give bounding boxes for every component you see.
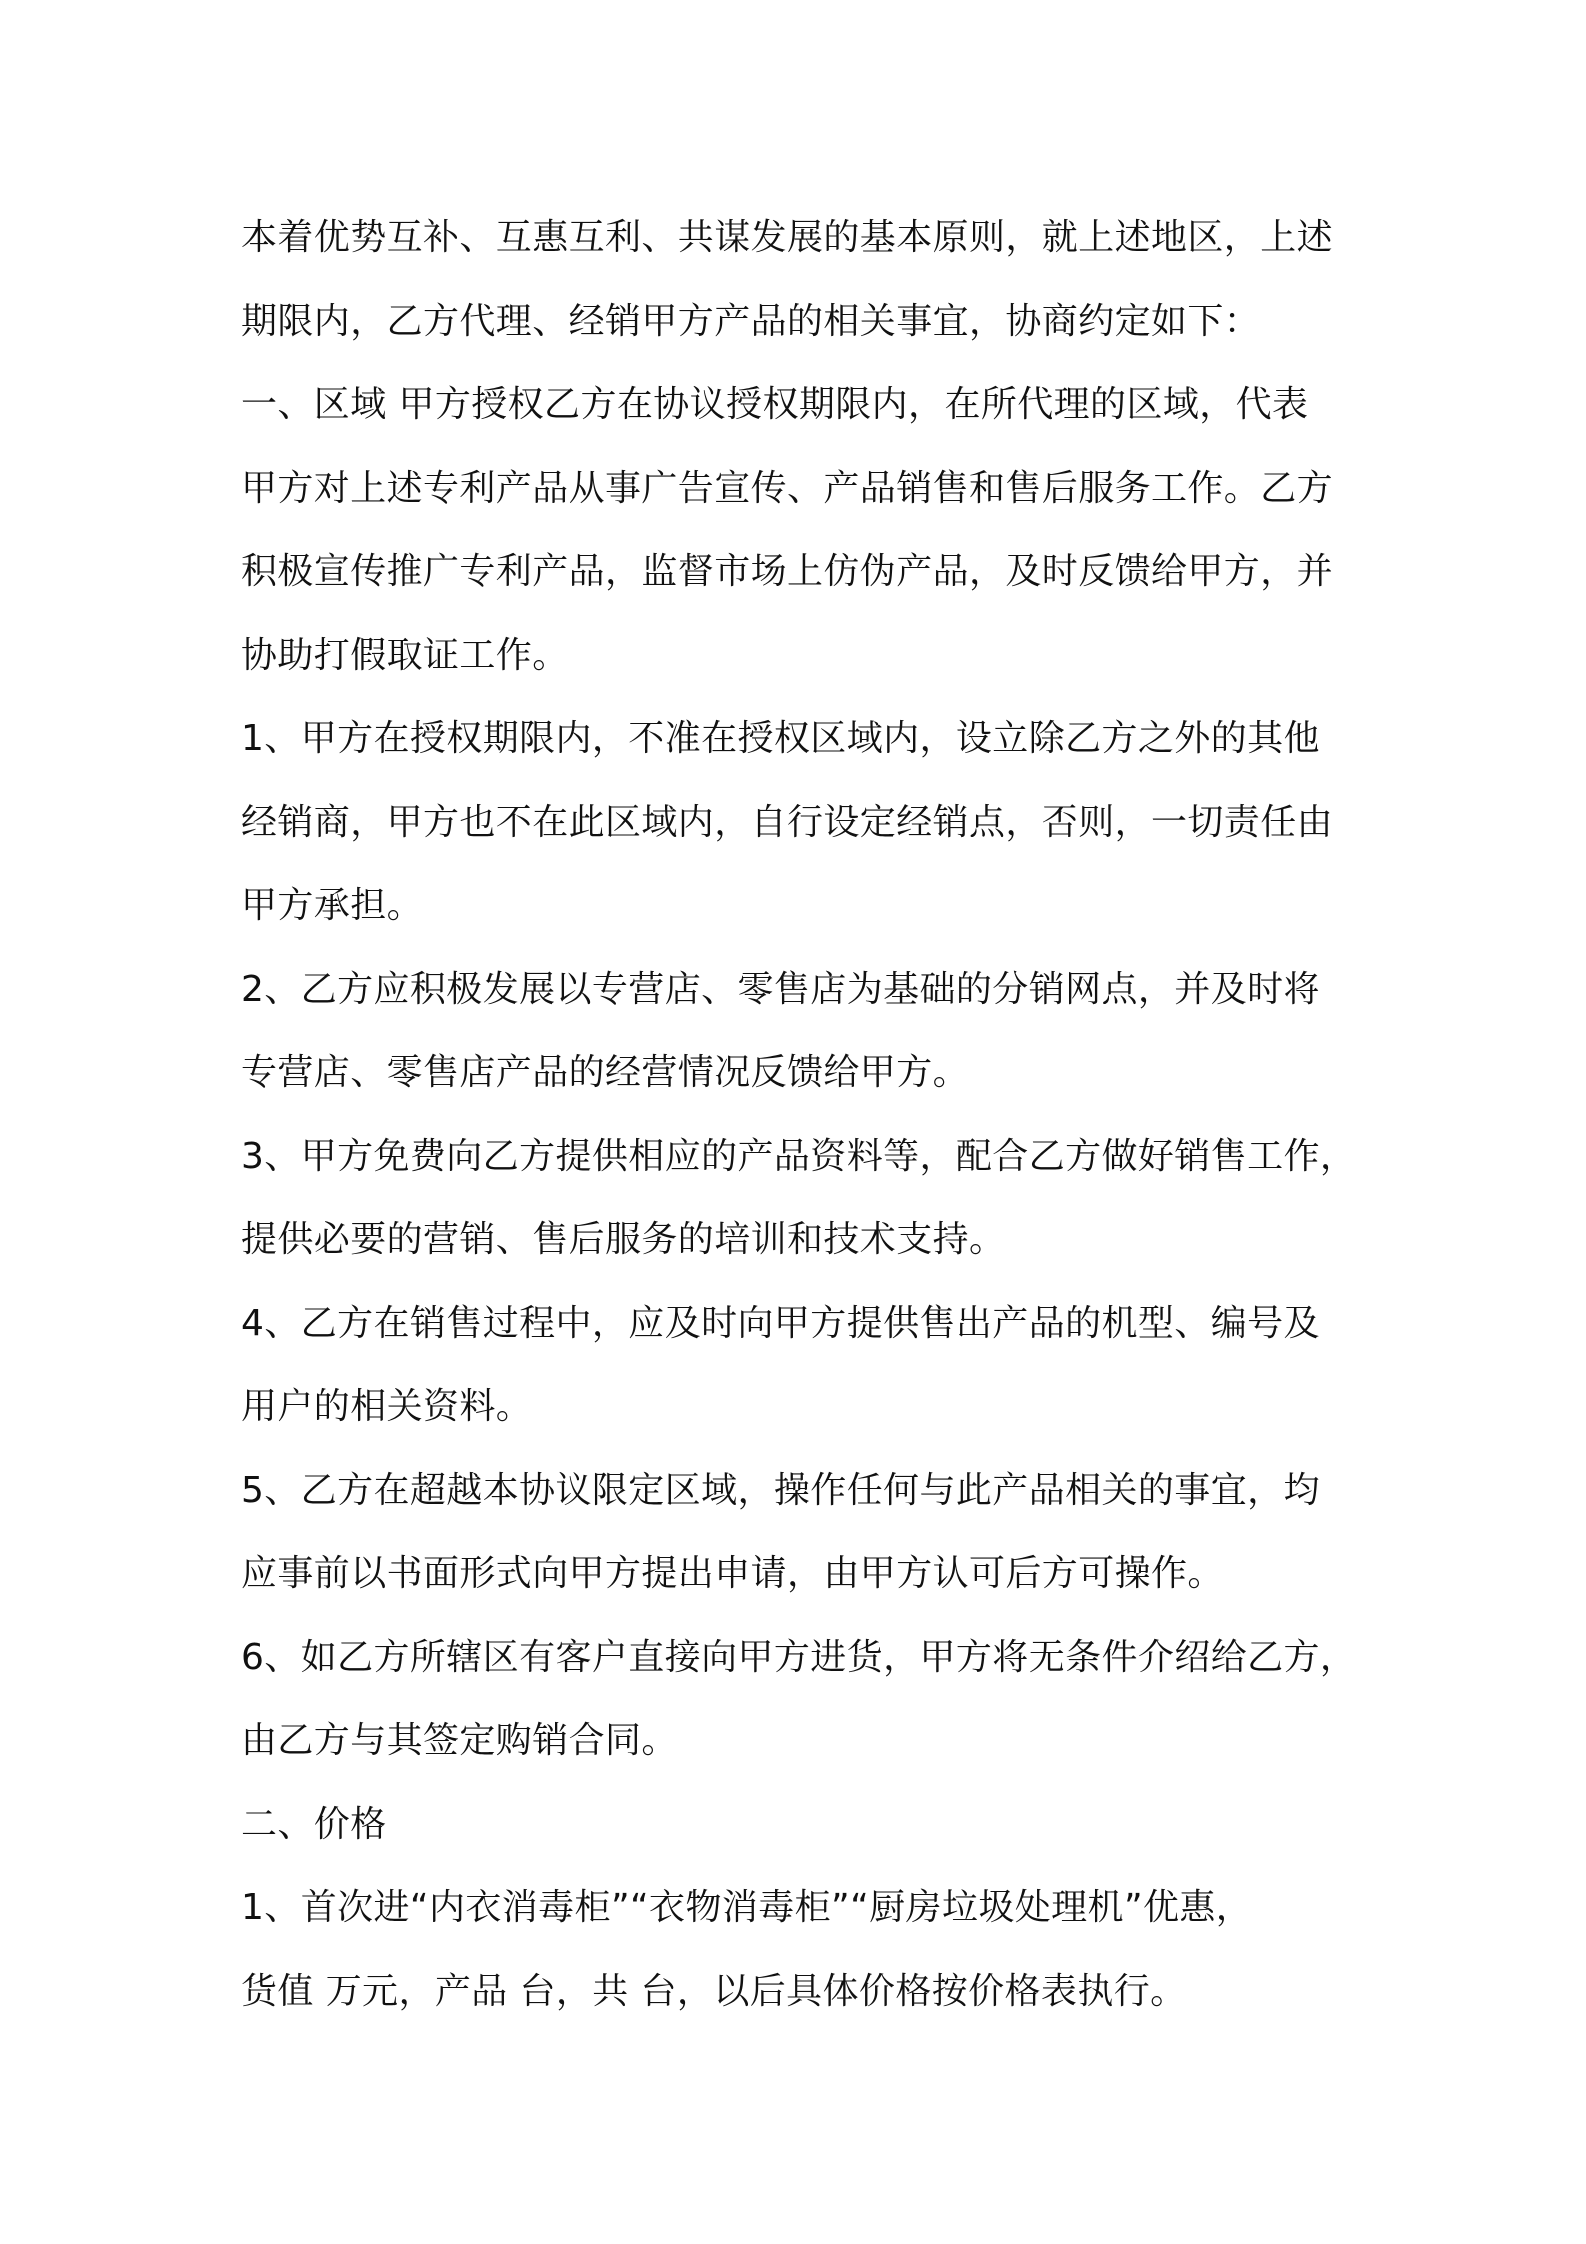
- paragraph-clause-2: [241, 948, 1363, 1115]
- paragraph-clause-6: [241, 1616, 1363, 1783]
- text-line: 货值 万元，产品 台，共 台，以后具体价格按价格表执行。: [241, 1970, 1187, 2012]
- text-line: 用户的相关资料。: [241, 1386, 533, 1427]
- text-line: 期限内，乙方代理、经销甲方产品的相关事宜，协商约定如下：: [241, 300, 1261, 342]
- paragraph-intro: [241, 196, 1363, 363]
- text-line: 应事前以书面形式向甲方提出申请，由甲方认可后方可操作。: [241, 1553, 1224, 1594]
- paragraph-section-region: [241, 363, 1363, 697]
- text-line: 3、甲方免费向乙方提供相应的产品资料等，配合乙方做好销售工作，: [241, 1135, 1357, 1177]
- text-line: 积极宣传推广专利产品，监督市场上仿伪产品，及时反馈给甲方，并: [241, 551, 1334, 592]
- text-line: 由乙方与其签定购销合同。: [241, 1720, 678, 1761]
- text-line: 4、乙方在销售过程中，应及时向甲方提供售出产品的机型、编号及: [241, 1302, 1320, 1344]
- text-line: 经销商，甲方也不在此区域内，自行设定经销点，否则，一切责任由: [241, 801, 1334, 843]
- text-line: 甲方承担。: [241, 885, 424, 926]
- text-line: 6、如乙方所辖区有客户直接向甲方进货，甲方将无条件介绍给乙方，: [241, 1636, 1357, 1678]
- text-line: 提供必要的营销、售后服务的培训和技术支持。: [241, 1219, 1006, 1260]
- text-line: 2、乙方应积极发展以专营店、零售店为基础的分销网点，并及时将: [241, 968, 1320, 1010]
- paragraph-clause-5: [241, 1449, 1363, 1616]
- paragraph-clause-4: [241, 1282, 1363, 1449]
- paragraph-clause-3: [241, 1115, 1363, 1282]
- text-line: 本着优势互补、互惠互利、共谋发展的基本原则，就上述地区，上述: [241, 217, 1334, 258]
- text-line: 1、甲方在授权期限内，不准在授权区域内，设立除乙方之外的其他: [241, 718, 1320, 759]
- text-line: 协助打假取证工作。: [241, 634, 569, 676]
- document-body: [241, 196, 1363, 2033]
- paragraph-clause-1: [241, 697, 1363, 948]
- text-line: 专营店、零售店产品的经营情况反馈给甲方。: [241, 1052, 970, 1093]
- text-line: 1、首次进“内衣消毒柜”“衣物消毒柜”“厨房垃圾处理机”优惠，: [241, 1887, 1253, 1928]
- section-heading-price: [241, 1783, 1363, 1867]
- text-line: 一、区域 甲方授权乙方在协议授权期限内，在所代理的区域，代表: [241, 384, 1309, 425]
- text-line: 二、价格: [241, 1803, 387, 1845]
- text-line: 甲方对上述专利产品从事广告宣传、产品销售和售后服务工作。乙方: [241, 467, 1334, 509]
- text-line: 5、乙方在超越本协议限定区域，操作任何与此产品相关的事宜，均: [241, 1469, 1320, 1511]
- paragraph-price-clause-1: [241, 1866, 1363, 2033]
